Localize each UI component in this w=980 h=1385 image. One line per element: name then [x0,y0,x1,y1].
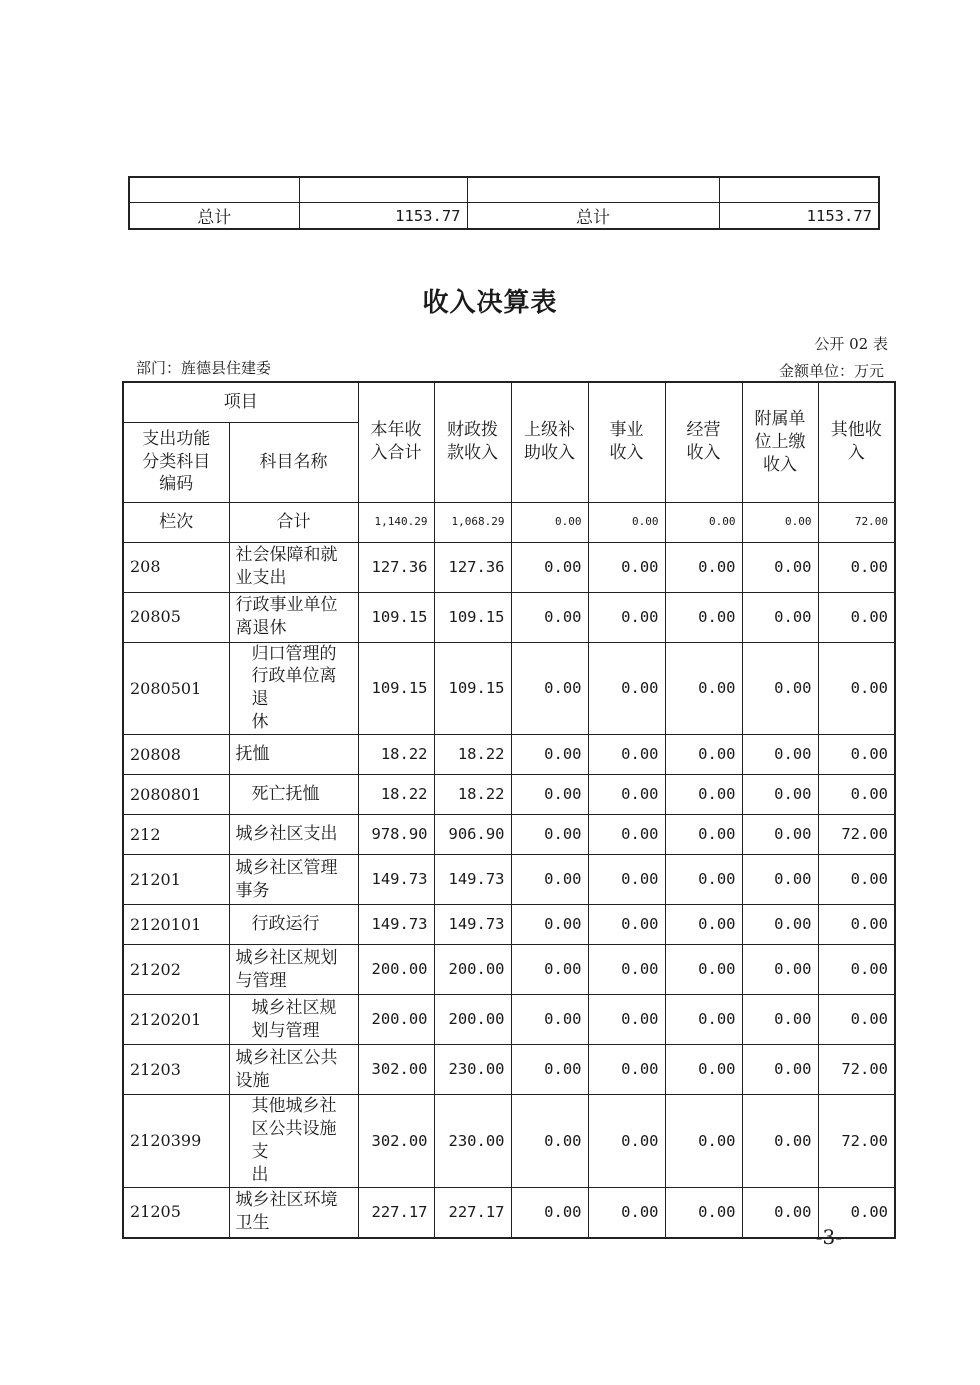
row-name [229,855,358,905]
summary-empty-row [129,177,879,203]
row-value: 0.00 [588,945,665,995]
table-row [123,905,895,945]
row-name-line: 城乡社区规划 [235,947,338,968]
row-value: 0.00 [588,775,665,815]
row-value: 0.00 [511,815,588,855]
income-table [122,381,896,1239]
department-label: 部门：旌德县住建委 [136,359,272,377]
row-value: 0.00 [511,735,588,775]
row-value: 0.00 [511,542,588,592]
row-value: 0.00 [665,592,742,642]
row-value: 109.15 [358,592,434,642]
row-value: 0.00 [742,995,818,1045]
row-name-line: 死亡抚恤 [251,784,320,805]
row-value: 0.00 [588,855,665,905]
row-value: 0.00 [742,855,818,905]
total-value: 0.00 [665,502,742,542]
row-name-line: 区公共设施支 [251,1119,337,1163]
row-code: 2120201 [123,995,229,1045]
row-value: 0.00 [818,735,895,775]
page-title: 收入决算表 [422,288,558,318]
row-value: 127.36 [434,542,511,592]
row-name [229,1045,358,1095]
row-name-line: 行政运行 [251,914,320,935]
row-name-line: 行政单位离退 [251,666,337,710]
row-value: 149.73 [434,855,511,905]
row-value: 0.00 [818,945,895,995]
row-value: 0.00 [818,642,895,735]
row-value: 127.36 [358,542,434,592]
row-value: 18.22 [434,735,511,775]
table-row [123,735,895,775]
row-value: 0.00 [588,642,665,735]
row-value: 200.00 [358,995,434,1045]
row-value: 0.00 [665,815,742,855]
summary-value-right: 1153.77 [719,203,879,230]
header-col-superior: 上级补 助收入 [511,382,588,502]
row-value: 109.15 [358,642,434,735]
row-value: 109.15 [434,592,511,642]
row-code: 208 [123,542,229,592]
summary-cell [719,177,879,203]
row-value: 0.00 [511,905,588,945]
row-value: 18.22 [358,775,434,815]
row-value: 72.00 [818,1045,895,1095]
row-value: 0.00 [742,1188,818,1238]
summary-total-row [129,203,879,230]
total-value: 1,068.29 [434,502,511,542]
row-value: 0.00 [665,1095,742,1188]
row-value: 0.00 [818,995,895,1045]
row-value: 227.17 [434,1188,511,1238]
row-value: 200.00 [434,995,511,1045]
table-row [123,542,895,592]
summary-cell [129,177,299,203]
row-name [229,592,358,642]
row-value: 0.00 [742,775,818,815]
table-row [123,642,895,735]
row-value: 0.00 [665,905,742,945]
row-value: 0.00 [588,735,665,775]
row-name [229,945,358,995]
table-row [123,592,895,642]
row-value: 0.00 [818,855,895,905]
row-value: 0.00 [511,642,588,735]
row-value: 906.90 [434,815,511,855]
table-row [123,995,895,1045]
row-name [229,642,358,735]
row-name [229,775,358,815]
row-value: 149.73 [434,905,511,945]
row-value: 302.00 [358,1095,434,1188]
row-value: 18.22 [434,775,511,815]
row-value: 0.00 [665,775,742,815]
row-name-line: 休 [251,712,269,733]
row-value: 200.00 [358,945,434,995]
row-value: 18.22 [358,735,434,775]
summary-cell [299,177,467,203]
row-value: 227.17 [358,1188,434,1238]
header-row-1 [123,382,895,422]
row-name [229,815,358,855]
row-value: 0.00 [665,735,742,775]
total-value: 72.00 [818,502,895,542]
row-value: 230.00 [434,1095,511,1188]
row-value: 0.00 [665,945,742,995]
row-code: 20808 [123,735,229,775]
row-value: 0.00 [588,1095,665,1188]
header-code: 支出功能 分类科目 编码 [123,422,229,502]
row-value: 0.00 [511,1045,588,1095]
row-name-line: 业支出 [235,568,287,588]
header-col-business: 事业 收入 [588,382,665,502]
table-row [123,775,895,815]
row-value: 0.00 [742,735,818,775]
total-name: 合计 [229,502,358,542]
row-value: 0.00 [511,1095,588,1188]
row-value: 149.73 [358,855,434,905]
table-row [123,815,895,855]
row-code: 21202 [123,945,229,995]
row-value: 0.00 [818,905,895,945]
row-value: 0.00 [665,995,742,1045]
row-code: 21203 [123,1045,229,1095]
header-col-other: 其他收 入 [818,382,895,502]
header-name: 科目名称 [229,422,358,502]
row-value: 0.00 [588,815,665,855]
row-name-line: 出 [251,1165,269,1186]
row-value: 0.00 [511,592,588,642]
row-value: 0.00 [588,1045,665,1095]
row-value: 0.00 [665,642,742,735]
row-value: 0.00 [742,542,818,592]
row-value: 0.00 [818,775,895,815]
row-name-line: 行政事业单位 [235,595,338,616]
table-row [123,1045,895,1095]
table-row [123,855,895,905]
row-code: 2120101 [123,905,229,945]
row-name-line: 其他城乡社 [251,1096,337,1117]
row-name-line: 设施 [235,1070,270,1091]
row-name [229,735,358,775]
row-value: 0.00 [511,855,588,905]
row-name-line: 城乡社区支出 [235,824,338,845]
row-value: 72.00 [818,1095,895,1188]
row-name [229,542,358,592]
row-name-line: 抚恤 [235,744,270,765]
row-value: 0.00 [742,592,818,642]
row-name-line: 事务 [235,880,270,901]
row-value: 302.00 [358,1045,434,1095]
total-value: 1,140.29 [358,502,434,542]
header-col-total: 本年收 入合计 [358,382,434,502]
row-value: 0.00 [588,592,665,642]
row-value: 0.00 [588,1188,665,1238]
summary-label-right: 总计 [467,203,719,230]
row-value: 0.00 [511,775,588,815]
row-value: 0.00 [665,1045,742,1095]
row-value: 0.00 [511,995,588,1045]
row-value: 0.00 [588,905,665,945]
row-name-line: 划与管理 [251,1020,320,1041]
row-value: 0.00 [742,905,818,945]
amount-unit: 金额单位：万元 [778,362,884,380]
row-code: 2120399 [123,1095,229,1188]
row-value: 0.00 [665,542,742,592]
row-name-line: 离退休 [235,618,287,638]
header-col-affiliated: 附属单 位上缴 收入 [742,382,818,502]
table-row [123,1188,895,1238]
row-name-line: 卫生 [235,1213,270,1234]
total-value: 0.00 [742,502,818,542]
row-value: 0.00 [818,542,895,592]
row-value: 0.00 [818,1188,895,1238]
row-code: 21201 [123,855,229,905]
row-code: 21205 [123,1188,229,1238]
row-value: 0.00 [665,1188,742,1238]
page-number: -3- [815,1225,842,1249]
row-name-line: 城乡社区环境 [235,1190,338,1211]
row-name [229,995,358,1045]
row-value: 230.00 [434,1045,511,1095]
summary-label-left: 总计 [129,203,299,230]
row-code: 20805 [123,592,229,642]
row-value: 978.90 [358,815,434,855]
table-row [123,945,895,995]
row-code: 212 [123,815,229,855]
row-value: 0.00 [742,642,818,735]
row-name-line: 城乡社区管理 [235,857,338,878]
row-value: 0.00 [511,1188,588,1238]
total-value: 0.00 [511,502,588,542]
header-col-fiscal: 财政拨 款收入 [434,382,511,502]
row-value: 0.00 [511,945,588,995]
summary-table [128,176,880,230]
total-value: 0.00 [588,502,665,542]
form-number: 公开 02 表 [814,335,888,353]
row-value: 0.00 [742,1045,818,1095]
row-value: 0.00 [665,855,742,905]
row-value: 0.00 [588,995,665,1045]
row-value: 149.73 [358,905,434,945]
row-code: 2080501 [123,642,229,735]
summary-value-left: 1153.77 [299,203,467,230]
row-value: 72.00 [818,815,895,855]
header-item: 项目 [123,382,358,422]
row-value: 0.00 [588,542,665,592]
total-row [123,502,895,542]
row-name-line: 社会保障和就 [235,545,338,566]
row-name-line: 归口管理的 [251,643,337,664]
row-value: 0.00 [742,945,818,995]
row-name-line: 与管理 [235,970,287,991]
row-name-line: 城乡社区规 [251,997,337,1018]
row-name [229,905,358,945]
row-value: 109.15 [434,642,511,735]
row-name-line: 城乡社区公共 [235,1047,338,1068]
row-value: 0.00 [742,815,818,855]
summary-cell [467,177,719,203]
table-row [123,1095,895,1188]
total-label: 栏次 [123,502,229,542]
row-code: 2080801 [123,775,229,815]
row-name [229,1188,358,1238]
row-value: 200.00 [434,945,511,995]
row-value: 0.00 [818,592,895,642]
header-col-operating: 经营 收入 [665,382,742,502]
row-value: 0.00 [742,1095,818,1188]
row-name [229,1095,358,1188]
